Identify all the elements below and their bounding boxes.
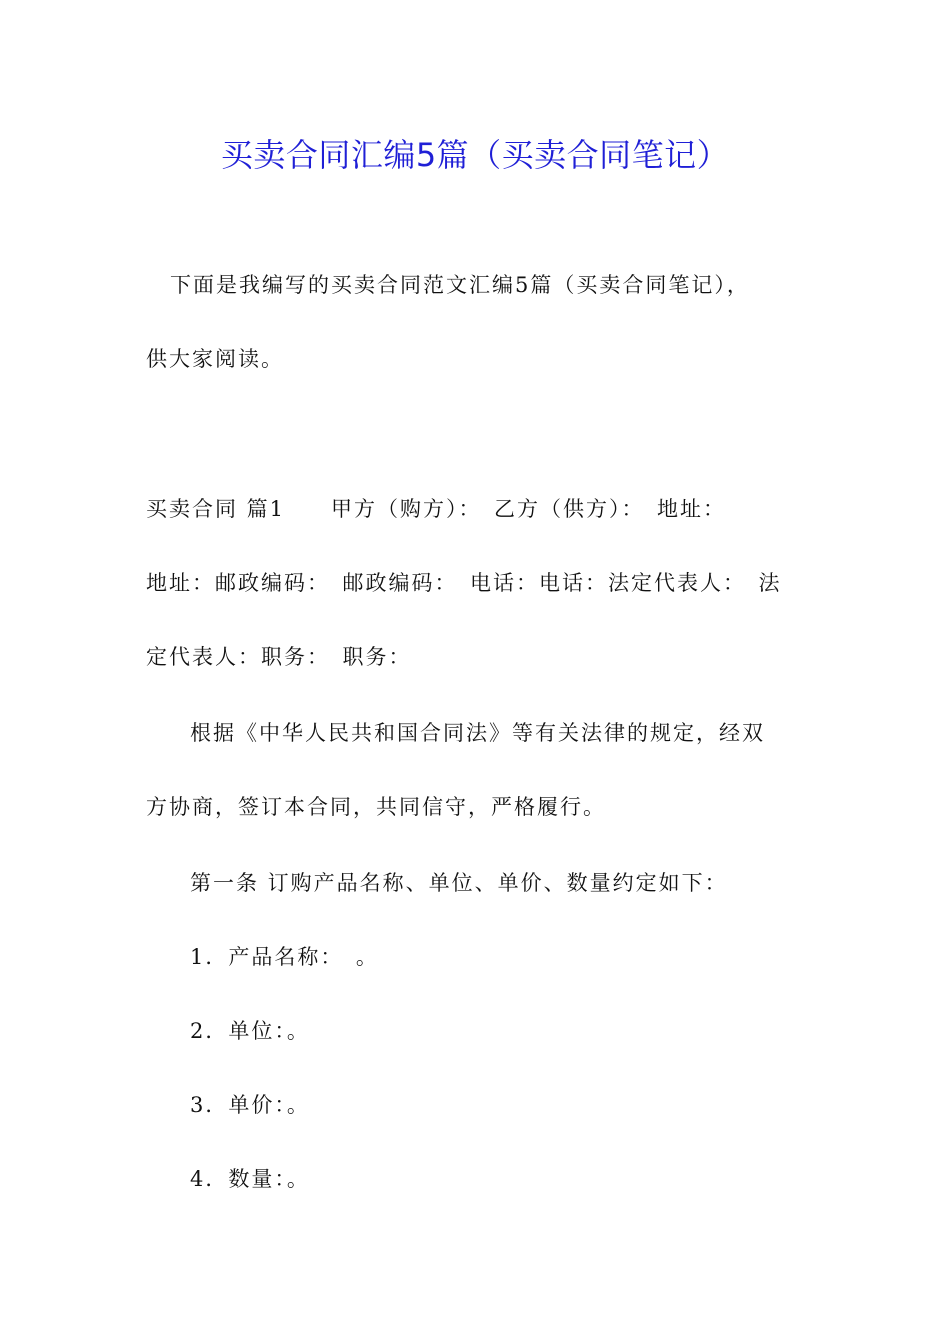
basis-line: 方协商，签订本合同，共同信守，严格履行。 [146,795,606,819]
article-heading: 第一条 订购产品名称、单位、单价、数量约定如下： [190,871,728,895]
parties-line: 定代表人：职务： 职务： [146,645,412,669]
list-item: 2．单位：。 [190,1019,310,1043]
basis-line: 根据《中华人民共和国合同法》等有关法律的规定，经双 [190,721,765,745]
document-title: 买卖合同汇编5篇（买卖合同笔记） [220,136,730,174]
article-1 [146,846,808,1216]
section-parties [146,472,808,694]
intro-line: 下面是我编写的买卖合同范文汇编5篇（买卖合同笔记）， [170,273,750,297]
basis-paragraph [146,696,808,844]
intro-paragraph [146,248,808,396]
list-item: 3．单价：。 [190,1093,310,1117]
list-item: 1．产品名称： 。 [190,945,379,969]
parties-line: 买卖合同 篇1 甲方（购方）： 乙方（供方）： 地址： [146,497,727,521]
list-item: 4．数量：。 [190,1167,310,1191]
parties-line: 地址：邮政编码： 邮政编码： 电话：电话：法定代表人： 法 [146,571,782,595]
intro-line: 供大家阅读。 [146,347,284,371]
